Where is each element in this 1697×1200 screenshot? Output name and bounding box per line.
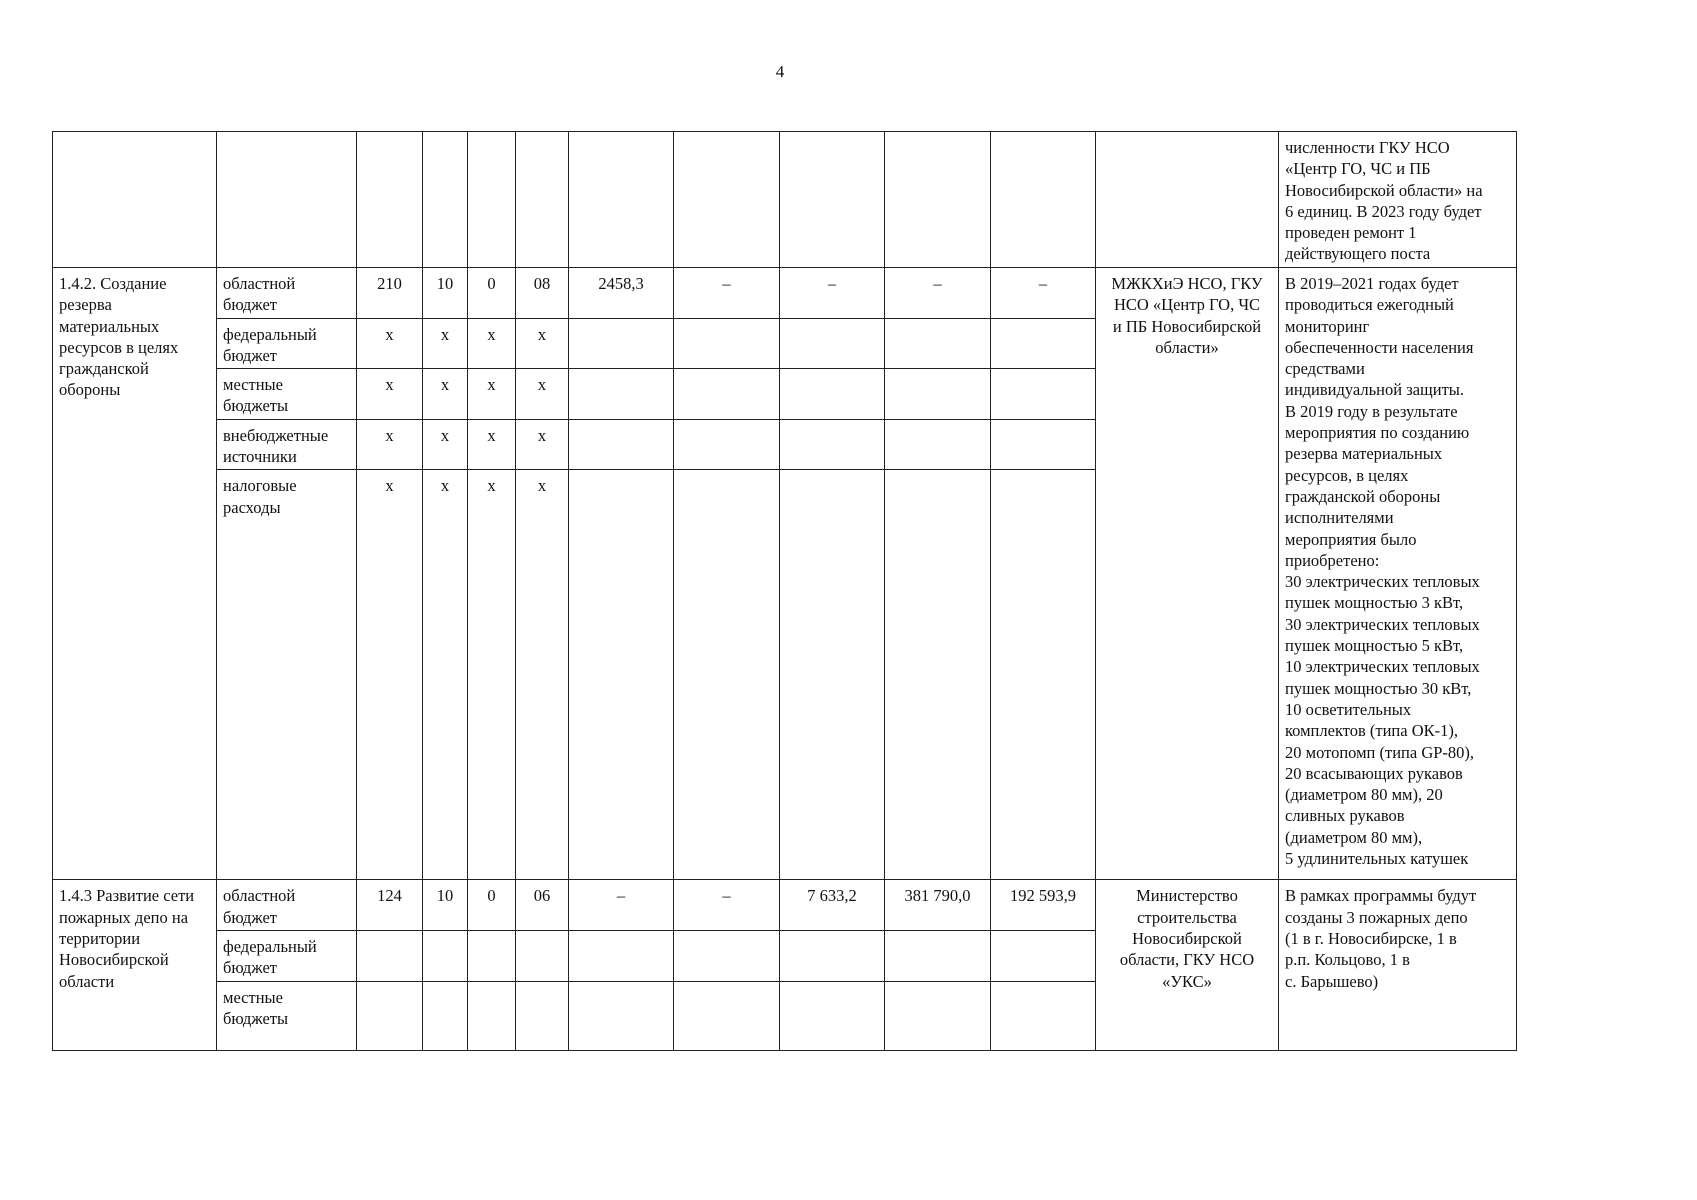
amount-cell: – <box>674 880 780 931</box>
cell-line: и ПБ Новосибирской <box>1112 316 1262 336</box>
code-cell: х <box>468 369 516 420</box>
note-line: Новосибирской области» на <box>1285 180 1483 200</box>
value-cell <box>991 132 1096 268</box>
code-cell: 06 <box>516 880 569 931</box>
amount-cell <box>780 369 885 420</box>
code-cell: х <box>357 419 423 470</box>
cell-line: Новосибирской <box>59 950 169 970</box>
executor-cell <box>1096 880 1279 1050</box>
note-cell <box>1279 132 1517 268</box>
value-cell <box>780 132 885 268</box>
code-cell <box>468 981 516 1050</box>
amount-cell <box>569 470 674 880</box>
source-name: областной бюджет <box>223 886 296 927</box>
amount-cell <box>991 930 1096 981</box>
code-cell: х <box>423 318 468 369</box>
cell-line: индивидуальной защиты. <box>1285 380 1464 400</box>
code-cell: 0 <box>468 268 516 319</box>
code-cell: 124 <box>357 880 423 931</box>
source-name-cell <box>217 981 357 1050</box>
cell-line: В рамках программы будут <box>1285 886 1477 906</box>
cell-line: «УКС» <box>1162 971 1212 991</box>
cell-line: (1 в г. Новосибирске, 1 в <box>1285 928 1457 948</box>
amount-cell <box>991 470 1096 880</box>
amount-cell <box>780 419 885 470</box>
cell-line: НСО «Центр ГО, ЧС <box>1113 295 1261 315</box>
cell-line: пушек мощностью 30 кВт, <box>1285 678 1472 698</box>
cell-line: территории <box>59 928 141 948</box>
amount-cell: 2458,3 <box>569 268 674 319</box>
amount-cell <box>780 318 885 369</box>
code-cell: 10 <box>423 880 468 931</box>
cell-line: приобретено: <box>1285 550 1380 570</box>
code-cell: х <box>423 369 468 420</box>
table-row <box>53 268 1517 319</box>
cell-line: 10 осветительных <box>1285 699 1412 719</box>
amount-cell <box>674 470 780 880</box>
executor-cell <box>1096 132 1279 268</box>
source-name: федеральный бюджет <box>223 324 317 365</box>
source-name-cell <box>217 470 357 880</box>
amount-cell <box>885 369 991 420</box>
note-line: 6 единиц. В 2023 году будет <box>1285 201 1482 221</box>
cell-line: пожарных депо на <box>59 907 189 927</box>
cell-line: области, ГКУ НСО <box>1119 950 1255 970</box>
amount-cell <box>569 981 674 1050</box>
source-name: местные бюджеты <box>223 987 289 1028</box>
code-cell: х <box>423 470 468 880</box>
table-body <box>53 132 1517 1051</box>
amount-cell <box>780 470 885 880</box>
executor-cell <box>1096 268 1279 880</box>
code-cell: 0 <box>468 880 516 931</box>
activity-cell <box>53 268 217 880</box>
cell-line: мониторинг <box>1285 316 1370 336</box>
budget-table <box>52 131 1517 1051</box>
code-cell: х <box>357 318 423 369</box>
code-cell: х <box>357 470 423 880</box>
code-cell: х <box>516 369 569 420</box>
amount-cell <box>991 318 1096 369</box>
source-cell <box>217 132 357 268</box>
value-cell <box>885 132 991 268</box>
cell-line: 30 электрических тепловых <box>1285 572 1480 592</box>
cell-line: Министерство <box>1136 886 1238 906</box>
amount-cell <box>885 318 991 369</box>
rz-cell <box>423 132 468 268</box>
amount-cell <box>569 930 674 981</box>
code-cell <box>516 930 569 981</box>
code-cell <box>423 981 468 1050</box>
code-cell <box>516 981 569 1050</box>
code-cell: х <box>516 419 569 470</box>
amount-cell: – <box>991 268 1096 319</box>
note-cell <box>1279 268 1517 880</box>
cell-line: резерва <box>59 295 112 315</box>
cell-line: резерва материальных <box>1285 444 1443 464</box>
cell-line: мероприятия было <box>1285 529 1417 549</box>
note-line: численности ГКУ НСО <box>1285 138 1450 157</box>
amount-cell <box>569 318 674 369</box>
amount-cell: – <box>569 880 674 931</box>
amount-cell <box>780 930 885 981</box>
code-cell <box>357 930 423 981</box>
amount-cell <box>674 369 780 420</box>
note-line: проведен ремонт 1 <box>1285 223 1417 243</box>
source-name: областной бюджет <box>223 274 296 315</box>
cell-line: гражданской <box>59 359 149 379</box>
amount-cell <box>885 930 991 981</box>
source-name-cell <box>217 318 357 369</box>
cell-line: материальных <box>59 316 160 336</box>
source-name-cell <box>217 419 357 470</box>
amount-cell <box>674 930 780 981</box>
amount-cell <box>991 369 1096 420</box>
amount-cell <box>674 981 780 1050</box>
code-cell: х <box>468 470 516 880</box>
amount-cell: 192 593,9 <box>991 880 1096 931</box>
source-name-cell <box>217 268 357 319</box>
table-row <box>53 880 1517 931</box>
cs-cell <box>516 132 569 268</box>
cell-line: пушек мощностью 5 кВт, <box>1285 636 1464 656</box>
cell-line: 10 электрических тепловых <box>1285 657 1480 677</box>
amount-cell <box>885 470 991 880</box>
code-cell: х <box>516 318 569 369</box>
code-cell: х <box>357 369 423 420</box>
cell-line: с. Барышево) <box>1285 971 1379 991</box>
note-line: «Центр ГО, ЧС и ПБ <box>1285 159 1431 179</box>
cell-line: МЖКХиЭ НСО, ГКУ <box>1111 274 1263 293</box>
pr-cell <box>468 132 516 268</box>
table-row-continuation <box>53 132 1517 268</box>
source-name-cell <box>217 930 357 981</box>
cell-line: гражданской обороны <box>1285 486 1441 506</box>
cell-line: (диаметром 80 мм), <box>1285 827 1423 847</box>
amount-cell: – <box>780 268 885 319</box>
code-cell: х <box>468 419 516 470</box>
cell-line: проводиться ежегодный <box>1285 295 1454 315</box>
source-name: внебюджетные источники <box>223 425 329 467</box>
code-cell <box>468 930 516 981</box>
amount-cell <box>885 419 991 470</box>
cell-line: комплектов (типа ОК-1), <box>1285 721 1459 741</box>
cell-line: 20 всасывающих рукавов <box>1285 763 1463 783</box>
source-name: налоговые расходы <box>223 476 297 517</box>
code-cell: х <box>468 318 516 369</box>
cell-line: В 2019 году в результате <box>1285 401 1458 421</box>
cell-line: 5 удлинительных катушек <box>1285 849 1469 869</box>
note-line: действующего поста <box>1285 244 1431 264</box>
cell-line: сливных рукавов <box>1285 806 1405 826</box>
code-cell: х <box>516 470 569 880</box>
cell-line: р.п. Кольцово, 1 в <box>1285 950 1410 970</box>
amount-cell <box>780 981 885 1050</box>
source-name-cell <box>217 369 357 420</box>
source-name: местные бюджеты <box>223 375 289 416</box>
source-name-cell <box>217 880 357 931</box>
cell-line: созданы 3 пожарных депо <box>1285 907 1468 927</box>
page-number: 4 <box>775 62 785 81</box>
cell-line: мероприятия по созданию <box>1285 423 1470 443</box>
cell-line: области» <box>1155 337 1219 357</box>
grbs-cell <box>357 132 423 268</box>
amount-cell: 7 633,2 <box>780 880 885 931</box>
code-cell: 10 <box>423 268 468 319</box>
cell-line: 30 электрических тепловых <box>1285 614 1480 634</box>
cell-line: Новосибирской <box>1132 928 1242 948</box>
cell-line: обороны <box>59 380 121 400</box>
cell-line: (диаметром 80 мм), 20 <box>1285 785 1443 805</box>
cell-line: строительства <box>1137 907 1237 927</box>
amount-cell <box>569 369 674 420</box>
cell-line: средствами <box>1285 359 1365 379</box>
code-cell <box>357 981 423 1050</box>
amount-cell <box>674 318 780 369</box>
cell-line: обеспеченности населения <box>1285 337 1474 357</box>
cell-line: 1.4.2. Создание <box>59 274 167 293</box>
code-cell: 08 <box>516 268 569 319</box>
cell-line: 1.4.3 Развитие сети <box>59 886 195 906</box>
cell-line: ресурсов, в целях <box>1285 465 1409 485</box>
code-cell: х <box>423 419 468 470</box>
amount-cell <box>569 419 674 470</box>
cell-line: В 2019–2021 годах будет <box>1285 274 1459 293</box>
amount-cell <box>674 419 780 470</box>
note-cell <box>1279 880 1517 1050</box>
amount-cell: – <box>885 268 991 319</box>
cell-line: исполнителями <box>1285 508 1394 528</box>
amount-cell <box>991 419 1096 470</box>
amount-cell: 381 790,0 <box>885 880 991 931</box>
amount-cell: – <box>674 268 780 319</box>
amount-cell <box>991 981 1096 1050</box>
activity-cell <box>53 132 217 268</box>
amount-cell <box>885 981 991 1050</box>
cell-line: 20 мотопомп (типа GP-80), <box>1285 742 1475 762</box>
code-cell: 210 <box>357 268 423 319</box>
activity-cell <box>53 880 217 1050</box>
cell-line: области <box>59 971 115 991</box>
code-cell <box>423 930 468 981</box>
cell-line: ресурсов в целях <box>59 337 179 357</box>
value-cell <box>569 132 674 268</box>
cell-line: пушек мощностью 3 кВт, <box>1285 593 1464 613</box>
value-cell <box>674 132 780 268</box>
source-name: федеральный бюджет <box>223 936 317 978</box>
